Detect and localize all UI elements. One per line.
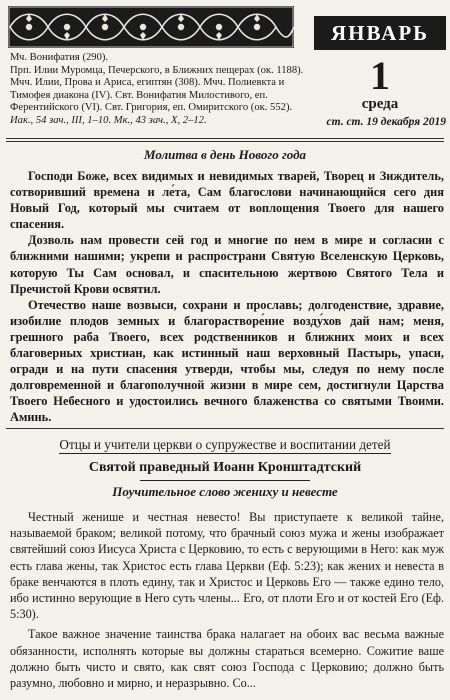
month-label: ЯНВАРЬ [314, 16, 446, 50]
homily-paragraph: Такое важное значение таинства брака налагает на обоих вас весьма важные обязанности, исполнять которые вы должны стараться всемерно. Сожитие ваше должно быть чисто и свято, как свят союз Господа с Церковию; должно быть разумно, любовно и мирно, и неразрывно. Со... [10, 627, 444, 691]
scripture-readings: Иак., 54 зач., III, 1–10. Мк., 43 зач., X, 2–12. [10, 114, 207, 126]
divider [6, 428, 444, 429]
prayer-title: Молитва в день Нового года [143, 147, 307, 162]
ornament-pattern-icon [8, 6, 294, 48]
saint-line: Прп. Илии Муромца, Печерского, в Ближних пещерах (ок. 1188). Мчч. Илии, Прова и Ариса, египтян (308). Мчч. Полиевкта и Тимофея диакона (IV). Свт. Вонифатия Милостивого, еп. Ферентийского (VI). Свт. Григория, еп. Омиритского (ок. 552). [10, 64, 304, 114]
section-heading-text: Отцы и учители церкви о супружестве и воспитании детей [59, 437, 391, 452]
homily-paragraph: Честный женише и честная невесто! Вы приступаете к великой тайне, называемой браком; великой потому, что брачный союз мужа и жены изображает святейший союз Иисуса Христа с Церковию, то есть с верующими в Него: как муж есть глава жены, так Христос есть глава Церкви (Еф. 5:23); как жених и невеста в браке венчаются в плоть едину, так и Христос и Церковь Его — также едино тело, ибо истинно верующие в Него суть члены... Его, от плоти Его и от костей Его (Еф. 5:30). [10, 510, 444, 622]
prayer-paragraph: Дозволь нам провести сей год и многие по нем в мире и согласии с ближними нашими; укрепи и распространи Святую Вселенскую Церковь, которую Ты Сам основал, и спасительною жертвою Святого Тела и Пречистой Крови освятил. [10, 233, 444, 296]
saint-line: Мч. Вонифатия (290). [10, 52, 109, 63]
author-name: Святой праведный Иоанн Кронштадтский [88, 460, 362, 475]
ornament-band [8, 6, 294, 48]
saints-commemorations [10, 52, 306, 128]
section-heading [0, 437, 450, 453]
divider [6, 138, 444, 139]
weekday: среда [361, 96, 399, 112]
divider [6, 141, 444, 142]
homily-text [10, 509, 444, 695]
author-underline [140, 480, 310, 481]
old-style-date: ст. ст. 19 декабря 2019 [326, 116, 446, 128]
prayer-paragraph: Господи Боже, всех видимых и невидимых тварей, Творец и Зиждитель, сотворивший времена и ле́та, Сам благослови начинающийся сего дня Новый Год, который мы считаем от воплощения Твоего для нашего спасения. [10, 169, 444, 232]
prayer-paragraph: Отечество наше возвыси, сохрани и прославь; долгоденствие, здравие, изобилие плодов земных и благорастворе́ние возду́хов дай нам; меня, грешного раба Твоего, всех родственников и ближних моих и всех благоверных христиан, как истинный наш верховный Пастырь, упаси, огради и на пути спасения утверди, чтобы мы, следуя по нему после долговременной и благополучной жизни в мире сем, достигнули Царства Твоего Небесного и удостоились вечного блаженства со святыми Твоими. Аминь. [10, 297, 444, 425]
homily-title: Поучительное слово жениху и невесте [112, 484, 338, 499]
prayer-text [10, 168, 444, 426]
day-number: 1 [370, 53, 390, 98]
